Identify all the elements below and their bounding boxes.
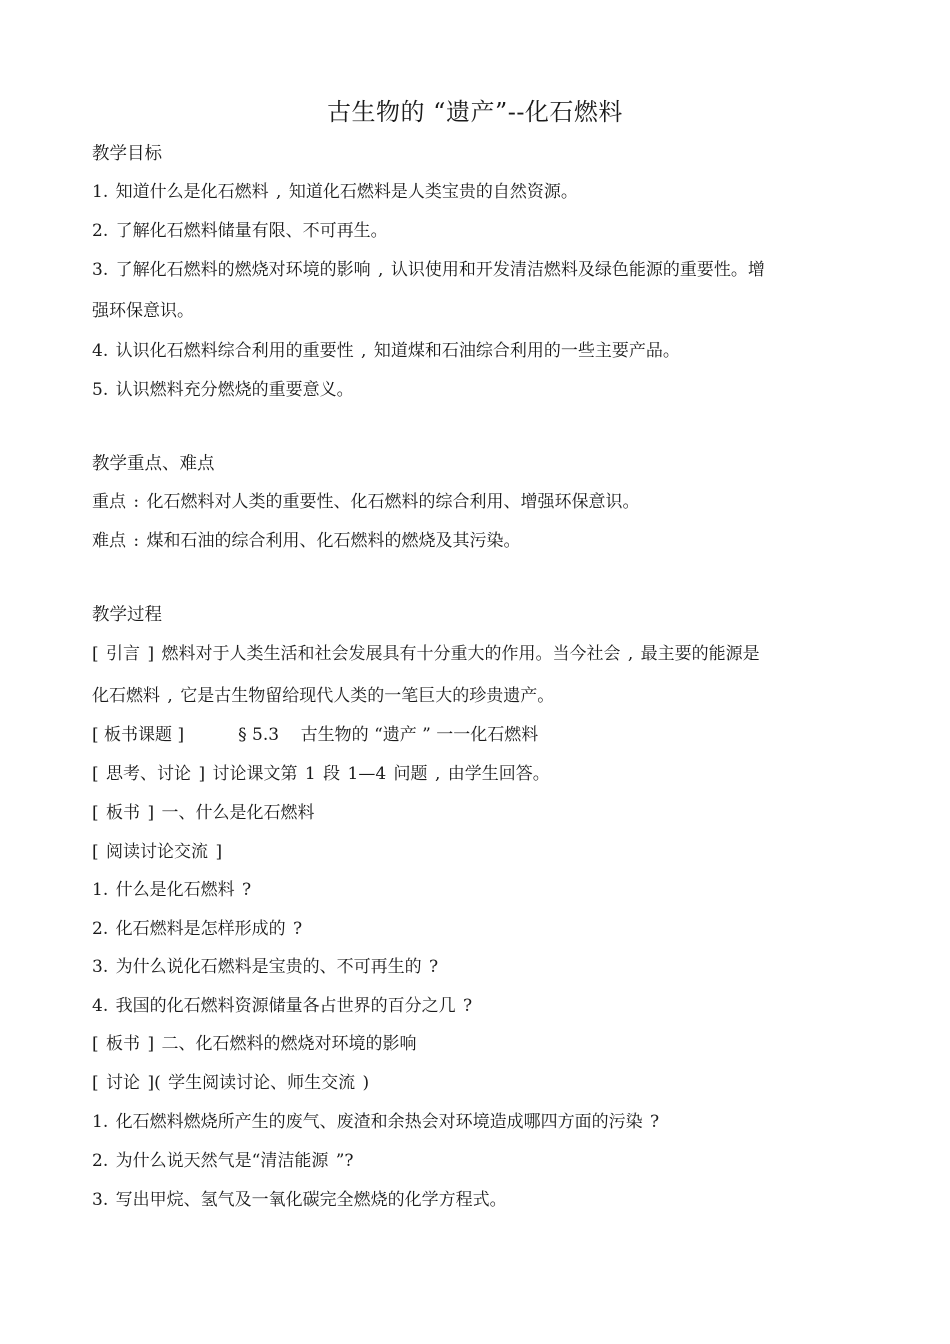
objective-item-3-continued: 强环保意识。: [92, 301, 194, 321]
process-line-intro-continued: 化石燃料 , 它是古生物留给现代人类的一笔巨大的珍贵遗产。: [92, 686, 555, 706]
objective-item-4: 4. 认识化石燃料综合利用的重要性 , 知道煤和石油综合利用的一些主要产品。: [92, 341, 680, 361]
objective-item-5: 5. 认识燃料充分燃烧的重要意义。: [92, 380, 354, 400]
process-line-board-title: [ 板书课题 ] § 5.3 古生物的 “遗产 ” 一一化石燃料: [92, 725, 539, 745]
process-question-4: 4. 我国的化石燃料资源储量各占世界的百分之几 ?: [92, 996, 473, 1016]
process-line-intro: [ 引言 ] 燃料对于人类生活和社会发展具有十分重大的作用。当今社会 , 最主要的能源是: [92, 644, 760, 664]
process-question-1: 1. 什么是化石燃料 ?: [92, 880, 252, 900]
difficulty-item: 难点 : 煤和石油的综合利用、化石燃料的燃烧及其污染。: [92, 531, 521, 551]
process-line-board-2: [ 板书 ] 二、化石燃料的燃烧对环境的影响: [92, 1034, 417, 1054]
process-line-discuss: [ 讨论 ]( 学生阅读讨论、师生交流 ): [92, 1073, 370, 1093]
process-line-board-1: [ 板书 ] 一、什么是化石燃料: [92, 803, 315, 823]
process-discuss-question-3: 3. 写出甲烷、氢气及一氧化碳完全燃烧的化学方程式。: [92, 1190, 507, 1210]
process-discuss-question-1: 1. 化石燃料燃烧所产生的废气、废渣和余热会对环境造成哪四方面的污染 ?: [92, 1112, 660, 1132]
section-heading-key-points: 教学重点、难点: [92, 454, 215, 474]
document-title: 古生物的 “遗产”--化石燃料: [327, 98, 623, 126]
process-discuss-question-2: 2. 为什么说天然气是“清洁能源 ”?: [92, 1151, 354, 1171]
process-question-3: 3. 为什么说化石燃料是宝贵的、不可再生的 ?: [92, 957, 439, 977]
objective-item-3: 3. 了解化石燃料的燃烧对环境的影响 , 认识使用和开发清洁燃料及绿色能源的重要性。增: [92, 260, 765, 280]
section-heading-objectives: 教学目标: [92, 144, 162, 164]
objective-item-2: 2. 了解化石燃料储量有限、不可再生。: [92, 221, 388, 241]
key-point-item: 重点 : 化石燃料对人类的重要性、化石燃料的综合利用、增强环保意识。: [92, 492, 640, 512]
section-heading-process: 教学过程: [92, 605, 162, 625]
process-line-discussion: [ 思考、讨论 ] 讨论课文第 1 段 1—4 问题 , 由学生回答。: [92, 764, 550, 784]
objective-item-1: 1. 知道什么是化石燃料 , 知道化石燃料是人类宝贵的自然资源。: [92, 182, 578, 202]
process-question-2: 2. 化石燃料是怎样形成的 ?: [92, 919, 303, 939]
process-line-reading: [ 阅读讨论交流 ]: [92, 842, 223, 862]
